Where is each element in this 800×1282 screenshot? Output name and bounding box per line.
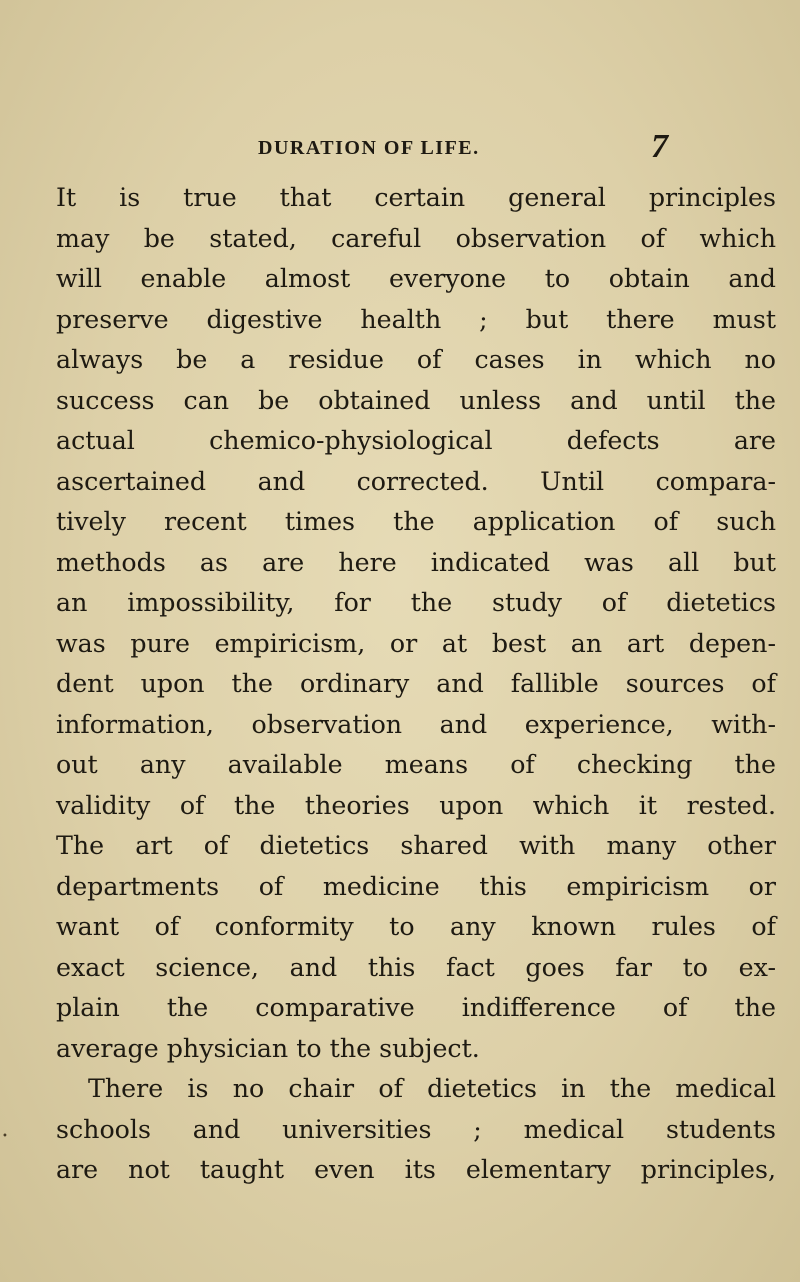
text-line: an impossibility, for the study of dietetics <box>56 588 776 617</box>
text-line: tively recent times the application of such <box>56 507 776 536</box>
text-line: There is no chair of dietetics in the medical <box>88 1074 776 1103</box>
text-line: It is true that certain general principles <box>56 183 776 212</box>
text-line: average physician to the subject. <box>56 1033 480 1063</box>
text-line: actual chemico-physiological defects are <box>56 426 776 455</box>
text-line: success can be obtained unless and until the <box>56 385 776 415</box>
page-number: 7 <box>651 128 668 165</box>
text-line: always be a residue of cases in which no <box>56 345 776 374</box>
margin-speck: • <box>2 1131 8 1142</box>
text-line: are not taught even its elementary principles, <box>56 1155 776 1184</box>
text-line: was pure empiricism, or at best an art depen- <box>56 628 776 658</box>
text-line: The art of dietetics shared with many other <box>56 831 776 860</box>
text-line: methods as are here indicated was all but <box>56 547 776 577</box>
text-line: dent upon the ordinary and fallible sources of <box>56 669 776 698</box>
text-line: validity of the theories upon which it rested. <box>56 790 776 820</box>
text-line: out any available means of checking the <box>56 750 776 779</box>
text-line: information, observation and experience, with- <box>56 709 776 739</box>
text-line: will enable almost everyone to obtain and <box>56 264 776 293</box>
text-line: plain the comparative indifference of the <box>56 993 776 1022</box>
text-line: departments of medicine this empiricism or <box>56 871 776 901</box>
text-line: preserve digestive health ; but there must <box>56 304 776 334</box>
text-line: schools and universities ; medical students <box>56 1114 776 1144</box>
text-line: ascertained and corrected. Until compara- <box>56 466 776 496</box>
text-line: exact science, and this fact goes far to ex- <box>56 952 776 982</box>
text-line: may be stated, careful observation of which <box>56 223 776 253</box>
running-head: DURATION OF LIFE. <box>258 137 480 159</box>
text-line: want of conformity to any known rules of <box>56 912 776 941</box>
body-text <box>56 178 776 1191</box>
